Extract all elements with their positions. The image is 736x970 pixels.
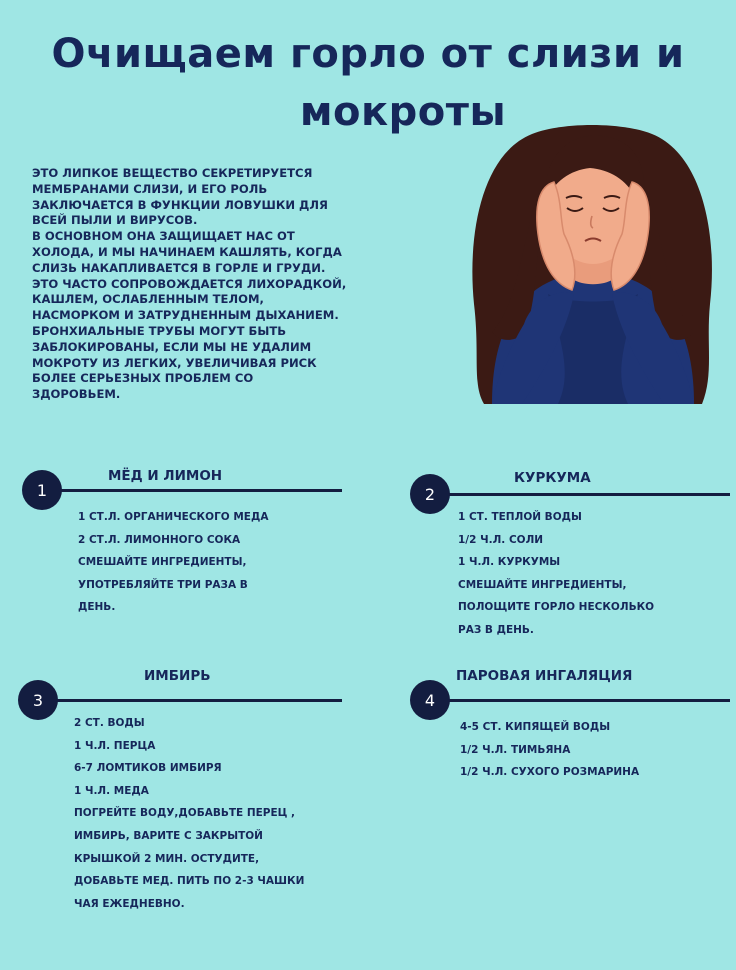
section-number-badge: 1 (22, 470, 62, 510)
list-item: 1 СТ.Л. ОРГАНИЧЕСКОГО МЕДА (78, 511, 269, 523)
section-ginger (18, 668, 348, 938)
intro-line: ЗДОРОВЬЕМ. (32, 387, 121, 402)
list-item: ИМБИРЬ, ВАРИТЕ С ЗАКРЫТОЙ (74, 829, 263, 842)
woman-illustration (462, 104, 724, 434)
list-item: ЧАЯ ЕЖЕДНЕВНО. (74, 897, 185, 910)
list-item: 2 СТ. ВОДЫ (74, 717, 145, 729)
list-item: 4-5 СТ. КИПЯЩЕЙ ВОДЫ (460, 721, 611, 733)
intro-line: ХОЛОДА, И МЫ НАЧИНАЕМ КАШЛЯТЬ, КОГДА (32, 244, 342, 259)
intro-line: ЗАБЛОКИРОВАНЫ, ЕСЛИ МЫ НЕ УДАЛИМ (32, 339, 312, 354)
section-divider (440, 699, 730, 702)
list-item: ПОГРЕЙТЕ ВОДУ,ДОБАВЬТЕ ПЕРЕЦ , (74, 807, 296, 820)
list-item: 2 СТ.Л. ЛИМОННОГО СОКА (78, 533, 241, 546)
section-divider (440, 493, 730, 496)
section-items (460, 716, 639, 784)
list-item: СМЕШАЙТЕ ИНГРЕДИЕНТЫ, (78, 556, 247, 569)
title-line-2: мокроты (299, 89, 507, 135)
section-number-badge: 2 (410, 474, 450, 514)
list-item: 6-7 ЛОМТИКОВ ИМБИРЯ (74, 762, 222, 775)
list-item: 1/2 Ч.Л. СУХОГО РОЗМАРИНА (460, 766, 640, 779)
section-title: ИМБИРЬ (144, 668, 211, 684)
section-title: ПАРОВАЯ ИНГАЛЯЦИЯ (456, 668, 633, 684)
list-item: ПОЛОЩИТЕ ГОРЛО НЕСКОЛЬКО (458, 601, 655, 614)
section-number-badge: 4 (410, 680, 450, 720)
list-item: РАЗ В ДЕНЬ. (458, 623, 534, 636)
list-item: 1 СТ. ТЕПЛОЙ ВОДЫ (458, 511, 582, 523)
list-item: ДОБАВЬТЕ МЕД. ПИТЬ ПО 2-3 ЧАШКИ (74, 875, 305, 888)
section-title: МЁД И ЛИМОН (108, 468, 223, 484)
intro-line: БРОНХИАЛЬНЫЕ ТРУБЫ МОГУТ БЫТЬ (32, 323, 287, 338)
section-number-badge: 3 (18, 680, 58, 720)
intro-line: ВСЕЙ ПЫЛИ И ВИРУСОВ. (32, 213, 198, 228)
section-title: КУРКУМА (514, 470, 591, 486)
intro-line: СЛИЗЬ НАКАПЛИВАЕТСЯ В ГОРЛЕ И ГРУДИ. (32, 260, 326, 275)
intro-line: МЕМБРАНАМИ СЛИЗИ, И ЕГО РОЛЬ (32, 181, 268, 196)
section-divider (48, 699, 342, 702)
intro-line: БОЛЕЕ СЕРЬЕЗНЫХ ПРОБЛЕМ СО (32, 371, 254, 386)
list-item: 1 Ч.Л. МЕДА (74, 784, 149, 797)
section-items (74, 712, 304, 915)
section-divider (52, 489, 342, 492)
list-item: 1/2 Ч.Л. ТИМЬЯНА (460, 743, 571, 756)
section-turmeric (410, 468, 720, 648)
list-item: СМЕШАЙТЕ ИНГРЕДИЕНТЫ, (458, 578, 627, 591)
intro-line: НАСМОРКОМ И ЗАТРУДНЕННЫМ ДЫХАНИЕМ. (32, 308, 339, 323)
title-line-1: Очищаем горло от слизи и (51, 31, 685, 77)
intro-line: ЭТО ЛИПКОЕ ВЕЩЕСТВО СЕКРЕТИРУЕТСЯ (32, 166, 313, 180)
intro-line: ЭТО ЧАСТО СОПРОВОЖДАЕТСЯ ЛИХОРАДКОЙ, (32, 276, 347, 291)
intro-line: КАШЛЕМ, ОСЛАБЛЕННЫМ ТЕЛОМ, (32, 292, 264, 307)
list-item: КРЫШКОЙ 2 МИН. ОСТУДИТЕ, (74, 852, 260, 865)
list-item: 1 Ч.Л. КУРКУМЫ (458, 556, 561, 569)
list-item: ДЕНЬ. (78, 601, 116, 614)
list-item: 1 Ч.Л. ПЕРЦА (74, 739, 156, 752)
intro-text (32, 166, 442, 403)
list-item: 1/2 Ч.Л. СОЛИ (458, 533, 544, 546)
intro-line: ЗАКЛЮЧАЕТСЯ В ФУНКЦИИ ЛОВУШКИ ДЛЯ (32, 197, 328, 212)
list-item: УПОТРЕБЛЯЙТЕ ТРИ РАЗА В (78, 578, 248, 591)
intro-line: МОКРОТУ ИЗ ЛЕГКИХ, УВЕЛИЧИВАЯ РИСК (32, 355, 317, 370)
section-items (78, 506, 268, 619)
section-honey-lemon (22, 468, 332, 628)
section-items (458, 506, 654, 642)
section-steam-inhalation (410, 668, 720, 798)
intro-line: В ОСНОВНОМ ОНА ЗАЩИЩАЕТ НАС ОТ (32, 229, 295, 244)
